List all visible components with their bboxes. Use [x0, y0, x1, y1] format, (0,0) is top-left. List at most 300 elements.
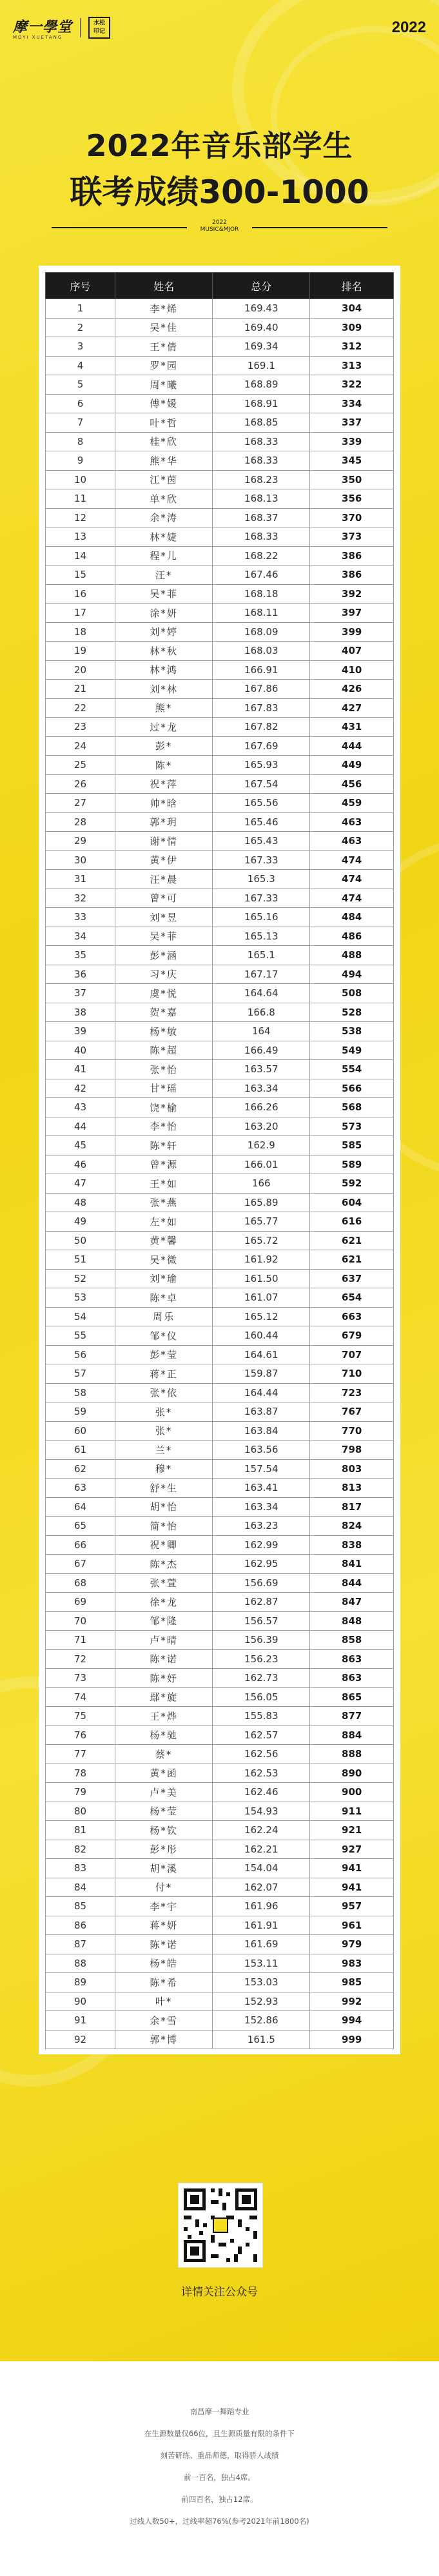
table-row	[46, 1535, 394, 1555]
footer-line: 刻苦研练、重品师德，取得骄人战绩	[160, 2451, 279, 2460]
cell-score: 161.96	[213, 1897, 310, 1916]
cell-name: 黄*伊	[115, 850, 213, 870]
table-row	[46, 470, 394, 489]
cell-score: 156.57	[213, 1611, 310, 1631]
cell-score: 165.46	[213, 812, 310, 832]
cell-name: 卢*晴	[115, 1631, 213, 1650]
cell-name: 桂*欣	[115, 432, 213, 451]
cell-score: 167.17	[213, 965, 310, 984]
title-mark-text: MUSIC&MJOR	[200, 226, 239, 233]
cell-rank: 386	[310, 546, 394, 565]
cell-index: 56	[46, 1345, 115, 1364]
cell-name: 王*倩	[115, 337, 213, 357]
cell-name: 甘*瑶	[115, 1079, 213, 1098]
cell-score: 166.26	[213, 1098, 310, 1117]
table-row	[46, 984, 394, 1003]
cell-index: 2	[46, 318, 115, 337]
cell-rank: 494	[310, 965, 394, 984]
brand-logo	[13, 16, 72, 40]
cell-score: 165.3	[213, 870, 310, 889]
cell-rank: 621	[310, 1250, 394, 1270]
cell-index: 81	[46, 1821, 115, 1840]
cell-rank: 585	[310, 1136, 394, 1155]
cell-rank: 877	[310, 1707, 394, 1726]
cell-index: 76	[46, 1726, 115, 1745]
cell-index: 72	[46, 1649, 115, 1669]
table-row	[46, 1364, 394, 1384]
cell-index: 92	[46, 2030, 115, 2049]
cell-score: 165.56	[213, 794, 310, 813]
cell-score: 160.44	[213, 1326, 310, 1346]
cell-index: 51	[46, 1250, 115, 1270]
cell-score: 163.57	[213, 1060, 310, 1079]
table-row	[46, 1707, 394, 1726]
qr-label: 详情关注公众号	[181, 2286, 258, 2299]
cell-rank: 941	[310, 1859, 394, 1878]
cell-index: 27	[46, 794, 115, 813]
table-row	[46, 1136, 394, 1155]
cell-index: 62	[46, 1459, 115, 1479]
cell-index: 48	[46, 1193, 115, 1212]
table-row	[46, 299, 394, 319]
cell-rank: 463	[310, 812, 394, 832]
cell-rank: 921	[310, 1821, 394, 1840]
table-row	[46, 1060, 394, 1079]
cell-name: 曾*源	[115, 1155, 213, 1174]
table-row	[46, 1155, 394, 1174]
cell-name: 王*烨	[115, 1707, 213, 1726]
cell-index: 8	[46, 432, 115, 451]
cell-name: 邹*隆	[115, 1611, 213, 1631]
cell-name: 张*	[115, 1402, 213, 1422]
cell-index: 13	[46, 527, 115, 547]
table-row	[46, 1669, 394, 1688]
cell-score: 167.33	[213, 850, 310, 870]
cell-rank: 345	[310, 451, 394, 471]
cell-score: 165.13	[213, 927, 310, 946]
page-subtitle: 联考成绩300-1000	[70, 173, 369, 211]
cell-index: 16	[46, 584, 115, 604]
cell-rank: 538	[310, 1022, 394, 1041]
table-row	[46, 394, 394, 413]
cell-name: 徐*龙	[115, 1593, 213, 1612]
table-row	[46, 642, 394, 661]
table-row	[46, 794, 394, 813]
table-row	[46, 680, 394, 699]
results-table-card	[39, 266, 400, 2054]
cell-rank: 313	[310, 356, 394, 375]
cell-score: 162.56	[213, 1745, 310, 1764]
cell-name: 彭*	[115, 736, 213, 756]
cell-index: 84	[46, 1878, 115, 1897]
cell-name: 陈*	[115, 756, 213, 775]
cell-rank: 339	[310, 432, 394, 451]
cell-index: 25	[46, 756, 115, 775]
cell-score: 163.41	[213, 1479, 310, 1498]
cell-score: 167.86	[213, 680, 310, 699]
cell-rank: 841	[310, 1555, 394, 1574]
cell-index: 15	[46, 565, 115, 585]
cell-score: 162.9	[213, 1136, 310, 1155]
cell-index: 67	[46, 1555, 115, 1574]
cell-rank: 474	[310, 870, 394, 889]
cell-rank: 350	[310, 470, 394, 489]
cell-score: 166.8	[213, 1003, 310, 1022]
cell-index: 1	[46, 299, 115, 319]
cell-name: 祝*卿	[115, 1535, 213, 1555]
cell-index: 10	[46, 470, 115, 489]
cell-name: 蔡*	[115, 1745, 213, 1764]
table-row	[46, 756, 394, 775]
cell-name: 单*欣	[115, 489, 213, 509]
footer-line: 南昌摩一舞蹈专业	[190, 2407, 249, 2416]
cell-rank: 508	[310, 984, 394, 1003]
cell-rank: 456	[310, 774, 394, 794]
table-row	[46, 1783, 394, 1802]
table-row	[46, 1555, 394, 1574]
cell-index: 11	[46, 489, 115, 509]
cell-index: 3	[46, 337, 115, 357]
footer-section	[0, 2361, 439, 2576]
cell-rank: 568	[310, 1098, 394, 1117]
cell-index: 45	[46, 1136, 115, 1155]
cell-rank: 865	[310, 1687, 394, 1707]
cell-rank: 373	[310, 527, 394, 547]
table-row	[46, 1345, 394, 1364]
cell-name: 彭*彤	[115, 1840, 213, 1859]
cell-index: 37	[46, 984, 115, 1003]
cell-name: 陈*希	[115, 1973, 213, 1992]
cell-score: 162.87	[213, 1593, 310, 1612]
cell-name: 曾*可	[115, 889, 213, 908]
cell-name: 胡*怡	[115, 1497, 213, 1517]
cell-score: 168.85	[213, 413, 310, 433]
cell-score: 154.04	[213, 1859, 310, 1878]
cell-index: 63	[46, 1479, 115, 1498]
table-row	[46, 1193, 394, 1212]
table-row	[46, 1593, 394, 1612]
header-divider	[80, 18, 81, 37]
cell-name: 吴*菲	[115, 927, 213, 946]
table-row	[46, 1383, 394, 1402]
cell-name: 熊*	[115, 698, 213, 718]
cell-rank: 707	[310, 1345, 394, 1364]
cell-name: 过*龙	[115, 718, 213, 737]
cell-score: 163.23	[213, 1517, 310, 1536]
cell-rank: 858	[310, 1631, 394, 1650]
table-row	[46, 1897, 394, 1916]
cell-score: 167.33	[213, 889, 310, 908]
table-row	[46, 2030, 394, 2049]
cell-rank: 983	[310, 1954, 394, 1973]
cell-name: 熊*华	[115, 451, 213, 471]
cell-name: 彭*莹	[115, 1345, 213, 1364]
table-row	[46, 1212, 394, 1232]
cell-name: 吴*微	[115, 1250, 213, 1270]
cell-name: 汪*晨	[115, 870, 213, 889]
cell-rank: 817	[310, 1497, 394, 1517]
table-row	[46, 1687, 394, 1707]
seal-logo: 水松 印记	[88, 17, 110, 39]
cell-rank: 334	[310, 394, 394, 413]
cell-name: 涂*妍	[115, 604, 213, 623]
cell-name: 张*依	[115, 1383, 213, 1402]
cell-rank: 444	[310, 736, 394, 756]
cell-name: 黄*馨	[115, 1231, 213, 1250]
cell-rank: 410	[310, 660, 394, 680]
table-row	[46, 1022, 394, 1041]
cell-index: 65	[46, 1517, 115, 1536]
cell-rank: 528	[310, 1003, 394, 1022]
table-row	[46, 1288, 394, 1308]
cell-rank: 474	[310, 850, 394, 870]
cell-index: 28	[46, 812, 115, 832]
table-row	[46, 508, 394, 527]
cell-index: 44	[46, 1117, 115, 1136]
table-row	[46, 870, 394, 889]
cell-score: 168.18	[213, 584, 310, 604]
cell-name: 陈*妤	[115, 1669, 213, 1688]
cell-name: 郭*博	[115, 2030, 213, 2049]
cell-index: 82	[46, 1840, 115, 1859]
qr-code-icon	[179, 2183, 262, 2267]
footer-line: 前一百名，独占4席。	[184, 2473, 255, 2482]
cell-score: 161.92	[213, 1250, 310, 1270]
cell-rank: 554	[310, 1060, 394, 1079]
table-row	[46, 489, 394, 509]
cell-index: 49	[46, 1212, 115, 1232]
cell-rank: 863	[310, 1669, 394, 1688]
cell-name: 罗*园	[115, 356, 213, 375]
table-row	[46, 1973, 394, 1992]
cell-name: 胡*溪	[115, 1859, 213, 1878]
cell-rank: 549	[310, 1041, 394, 1060]
cell-index: 89	[46, 1973, 115, 1992]
cell-name: 陈*卓	[115, 1288, 213, 1308]
table-row	[46, 1174, 394, 1194]
cell-index: 58	[46, 1383, 115, 1402]
table-row	[46, 375, 394, 395]
cell-index: 52	[46, 1269, 115, 1288]
table-row	[46, 1517, 394, 1536]
cell-name: 汪*	[115, 565, 213, 585]
cell-name: 林*婕	[115, 527, 213, 547]
cell-name: 李*怡	[115, 1117, 213, 1136]
cell-name: 杨*莹	[115, 1802, 213, 1821]
cell-name: 林*秋	[115, 642, 213, 661]
cell-index: 40	[46, 1041, 115, 1060]
cell-index: 5	[46, 375, 115, 395]
cell-name: 郭*玥	[115, 812, 213, 832]
cell-rank: 573	[310, 1117, 394, 1136]
cell-index: 79	[46, 1783, 115, 1802]
table-row	[46, 1745, 394, 1764]
table-row	[46, 1497, 394, 1517]
table-row	[46, 850, 394, 870]
cell-rank: 900	[310, 1783, 394, 1802]
cell-index: 43	[46, 1098, 115, 1117]
cell-rank: 803	[310, 1459, 394, 1479]
table-row	[46, 1440, 394, 1460]
cell-score: 161.50	[213, 1269, 310, 1288]
table-row	[46, 546, 394, 565]
cell-index: 80	[46, 1802, 115, 1821]
cell-rank: 999	[310, 2030, 394, 2049]
cell-score: 165.43	[213, 832, 310, 851]
table-row	[46, 1326, 394, 1346]
cell-score: 168.09	[213, 622, 310, 642]
cell-score: 167.54	[213, 774, 310, 794]
cell-rank: 941	[310, 1878, 394, 1897]
cell-name: 余*涛	[115, 508, 213, 527]
table-row	[46, 1726, 394, 1745]
cell-score: 161.91	[213, 1916, 310, 1935]
cell-rank: 679	[310, 1326, 394, 1346]
cell-index: 77	[46, 1745, 115, 1764]
header-name: 姓名	[115, 273, 213, 299]
cell-rank: 798	[310, 1440, 394, 1460]
cell-rank: 463	[310, 832, 394, 851]
cell-score: 162.24	[213, 1821, 310, 1840]
header-bar	[13, 12, 426, 44]
cell-index: 23	[46, 718, 115, 737]
cell-name: 余*雪	[115, 2011, 213, 2030]
cell-score: 162.99	[213, 1535, 310, 1555]
cell-score: 162.46	[213, 1783, 310, 1802]
cell-score: 163.20	[213, 1117, 310, 1136]
cell-index: 30	[46, 850, 115, 870]
cell-score: 163.56	[213, 1440, 310, 1460]
cell-index: 73	[46, 1669, 115, 1688]
cell-index: 36	[46, 965, 115, 984]
cell-score: 161.07	[213, 1288, 310, 1308]
cell-index: 22	[46, 698, 115, 718]
header-score: 总分	[213, 273, 310, 299]
cell-index: 29	[46, 832, 115, 851]
cell-rank: 431	[310, 718, 394, 737]
table-row	[46, 565, 394, 585]
cell-score: 164.44	[213, 1383, 310, 1402]
title-mark-year: 2022	[212, 219, 227, 226]
table-row	[46, 1479, 394, 1498]
table-row	[46, 1402, 394, 1422]
cell-score: 168.23	[213, 470, 310, 489]
table-row	[46, 1916, 394, 1935]
cell-index: 55	[46, 1326, 115, 1346]
cell-rank: 994	[310, 2011, 394, 2030]
cell-score: 155.83	[213, 1707, 310, 1726]
table-row	[46, 1992, 394, 2011]
cell-rank: 370	[310, 508, 394, 527]
cell-name: 蒋*妍	[115, 1916, 213, 1935]
table-row	[46, 832, 394, 851]
cell-index: 38	[46, 1003, 115, 1022]
cell-score: 162.95	[213, 1555, 310, 1574]
cell-score: 167.69	[213, 736, 310, 756]
cell-score: 169.1	[213, 356, 310, 375]
cell-rank: 710	[310, 1364, 394, 1384]
cell-score: 153.03	[213, 1973, 310, 1992]
cell-score: 161.5	[213, 2030, 310, 2049]
qr-code	[178, 2183, 263, 2268]
cell-rank: 356	[310, 489, 394, 509]
page-title: 2022年音乐部学生	[86, 128, 353, 163]
cell-rank: 566	[310, 1079, 394, 1098]
cell-name: 王*如	[115, 1174, 213, 1194]
cell-name: 吴*菲	[115, 584, 213, 604]
cell-index: 14	[46, 546, 115, 565]
cell-rank: 838	[310, 1535, 394, 1555]
table-row	[46, 927, 394, 946]
table-header-row	[46, 273, 394, 299]
table-row	[46, 1954, 394, 1973]
cell-name: 张*	[115, 1421, 213, 1440]
cell-index: 59	[46, 1402, 115, 1422]
cell-rank: 616	[310, 1212, 394, 1232]
table-row	[46, 946, 394, 965]
cell-name: 左*如	[115, 1212, 213, 1232]
table-row	[46, 622, 394, 642]
cell-rank: 654	[310, 1288, 394, 1308]
table-row	[46, 908, 394, 927]
cell-score: 157.54	[213, 1459, 310, 1479]
table-row	[46, 1117, 394, 1136]
cell-rank: 890	[310, 1764, 394, 1783]
table-row	[46, 1421, 394, 1440]
cell-rank: 992	[310, 1992, 394, 2011]
cell-score: 165.72	[213, 1231, 310, 1250]
table-row	[46, 1935, 394, 1954]
cell-rank: 459	[310, 794, 394, 813]
cell-score: 165.93	[213, 756, 310, 775]
cell-name: 张*怡	[115, 1060, 213, 1079]
cell-index: 33	[46, 908, 115, 927]
cell-score: 163.34	[213, 1497, 310, 1517]
cell-rank: 309	[310, 318, 394, 337]
cell-name: 陈*诺	[115, 1649, 213, 1669]
cell-rank: 427	[310, 698, 394, 718]
cell-score: 166.91	[213, 660, 310, 680]
cell-score: 152.86	[213, 2011, 310, 2030]
cell-name: 贺*嘉	[115, 1003, 213, 1022]
cell-name: 陈*超	[115, 1041, 213, 1060]
table-row	[46, 1003, 394, 1022]
cell-name: 舒*生	[115, 1479, 213, 1498]
year-tag: 2022	[391, 19, 426, 36]
cell-score: 165.77	[213, 1212, 310, 1232]
cell-name: 祝*萍	[115, 774, 213, 794]
cell-index: 69	[46, 1593, 115, 1612]
cell-index: 50	[46, 1231, 115, 1250]
table-row	[46, 604, 394, 623]
cell-score: 167.82	[213, 718, 310, 737]
table-row	[46, 1764, 394, 1783]
cell-score: 156.39	[213, 1631, 310, 1650]
cell-name: 谢*情	[115, 832, 213, 851]
cell-name: 刘*瑜	[115, 1269, 213, 1288]
table-row	[46, 1098, 394, 1117]
table-row	[46, 527, 394, 547]
cell-rank: 961	[310, 1916, 394, 1935]
cell-index: 35	[46, 946, 115, 965]
cell-rank: 604	[310, 1193, 394, 1212]
cell-score: 169.34	[213, 337, 310, 357]
cell-rank: 322	[310, 375, 394, 395]
cell-index: 6	[46, 394, 115, 413]
cell-rank: 847	[310, 1593, 394, 1612]
cell-name: 杨*钦	[115, 1821, 213, 1840]
table-row	[46, 889, 394, 908]
